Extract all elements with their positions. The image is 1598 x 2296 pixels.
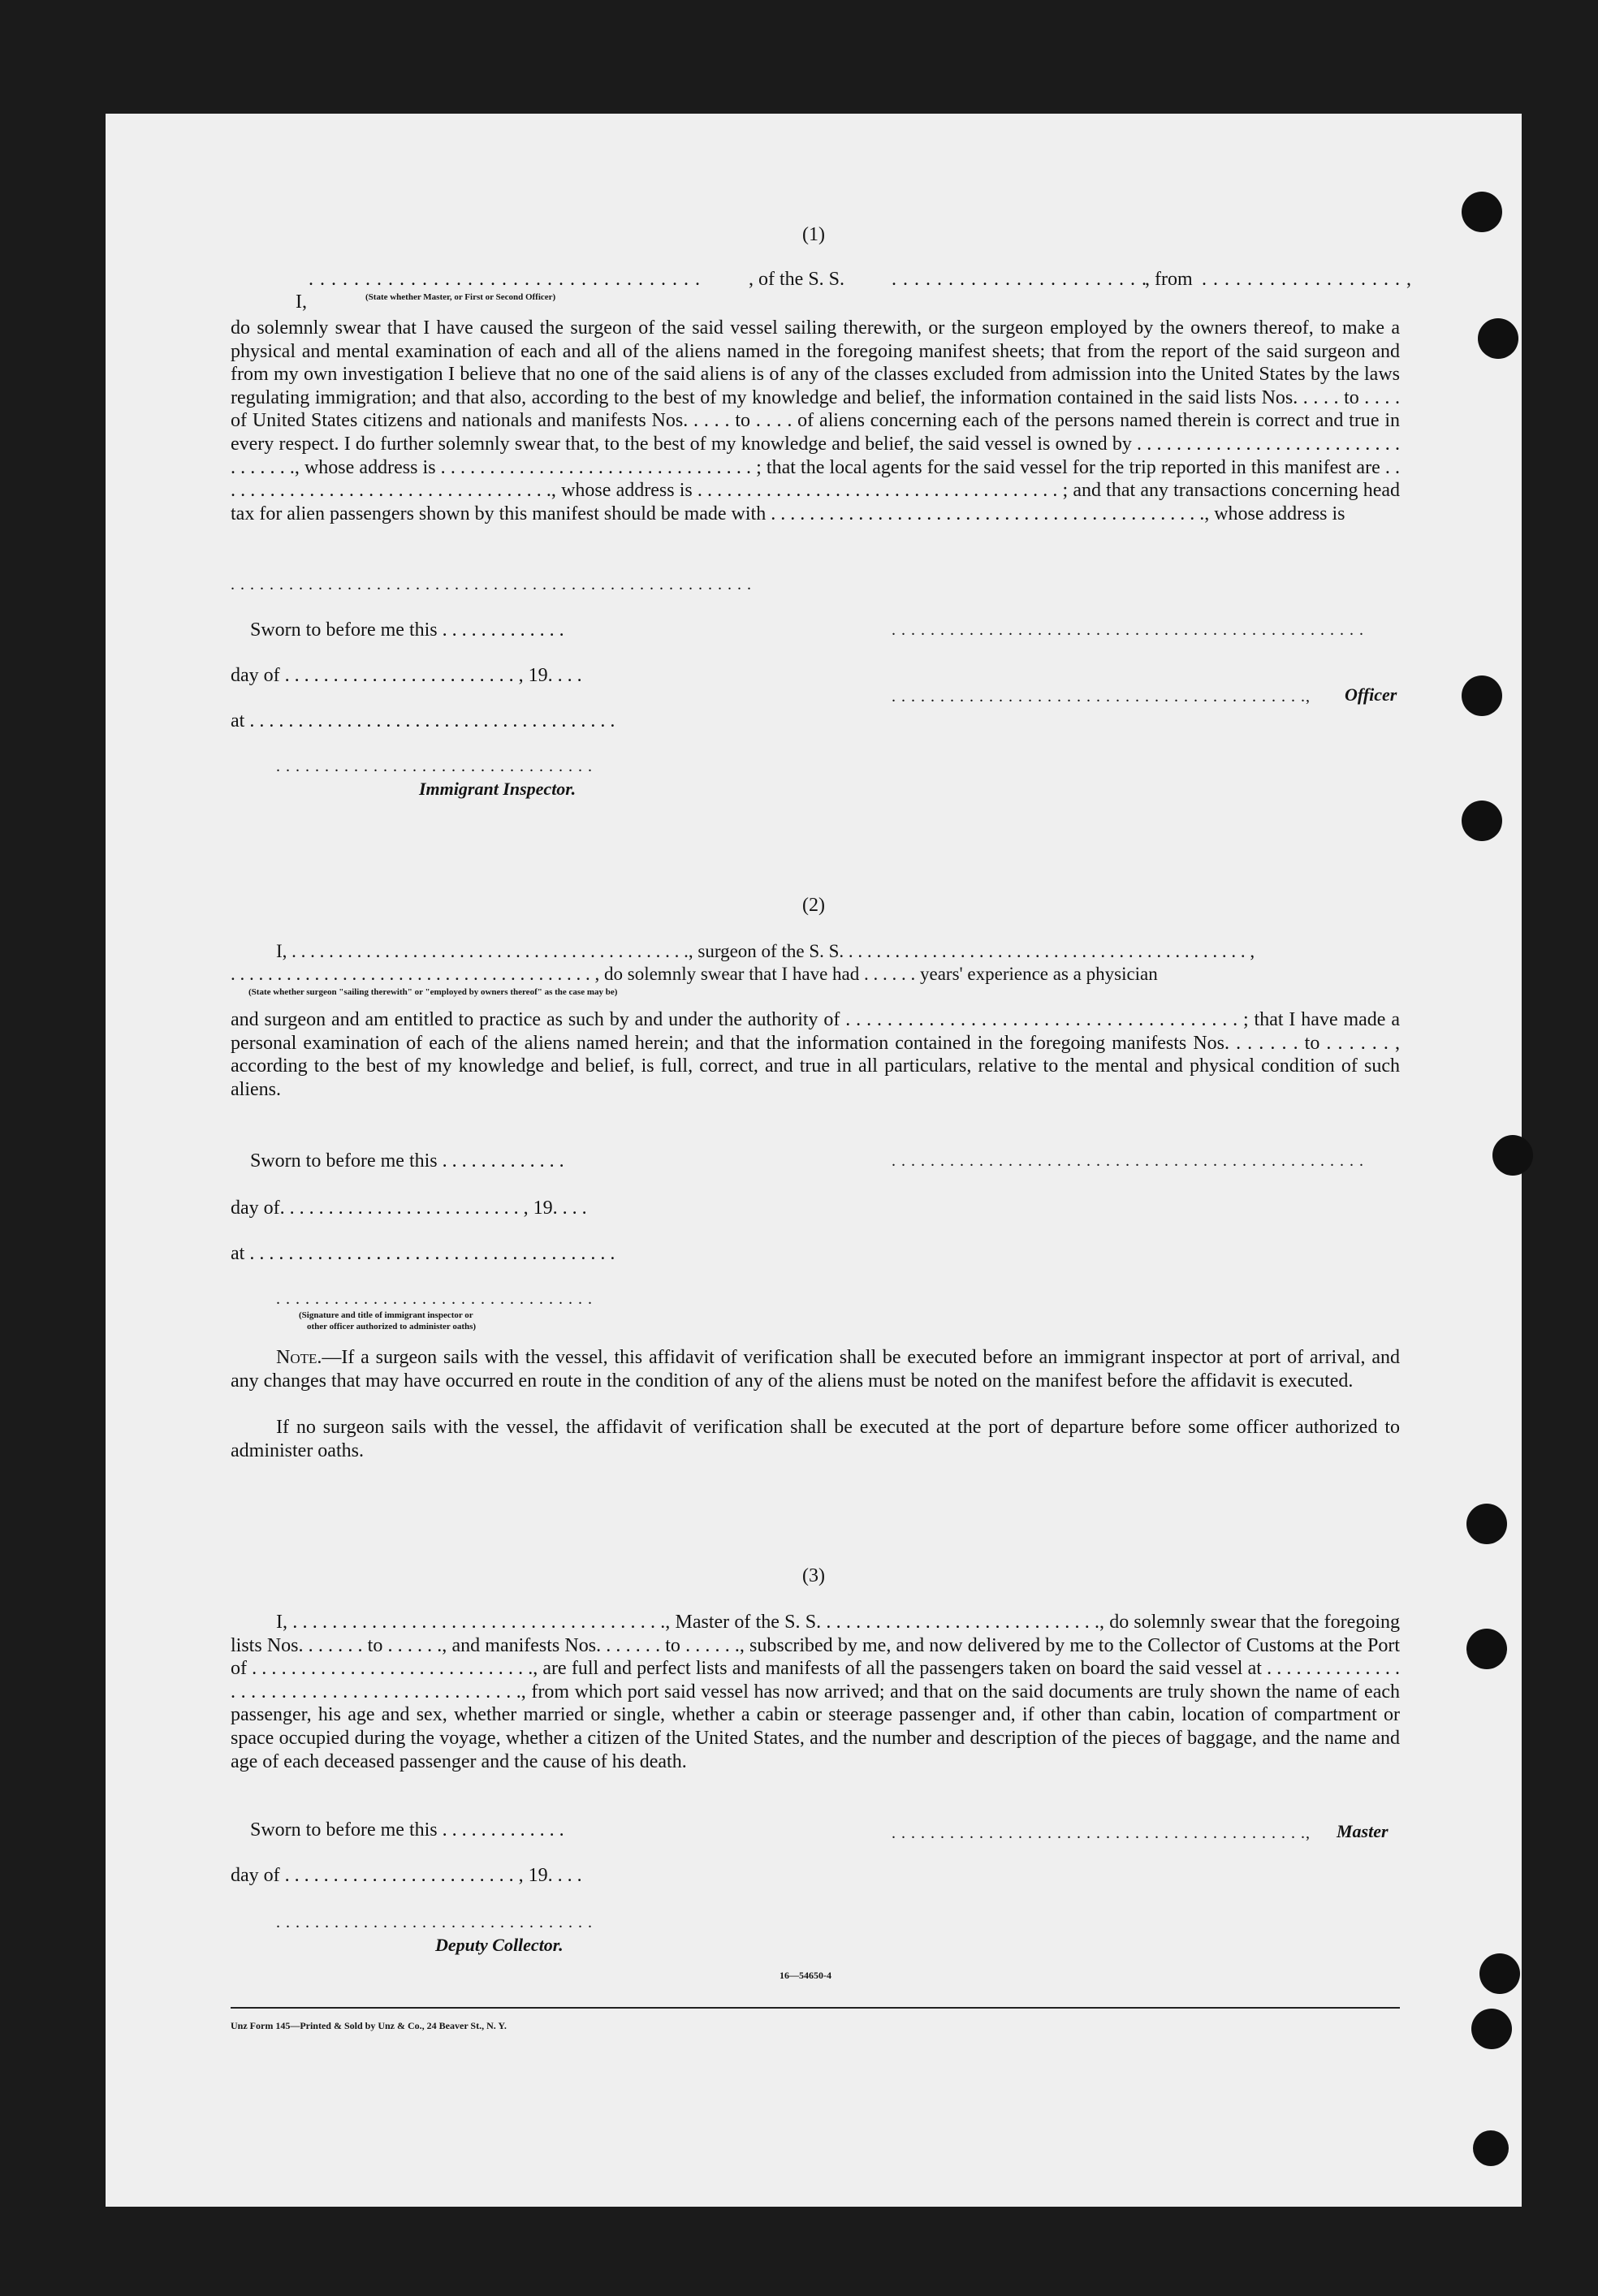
inspector-signature-field: . . . . . . . . . . . . . . . . . . . . . . . . . . . . . . . . . <box>276 757 593 775</box>
punch-hole <box>1462 801 1502 841</box>
collector-signature-field: . . . . . . . . . . . . . . . . . . . . . . . . . . . . . . . . . <box>276 1914 593 1931</box>
section-2-day: day of. . . . . . . . . . . . . . . . . . . . . . . . . , 19. . . . <box>231 1198 587 1219</box>
section-3-day: day of . . . . . . . . . . . . . . . . . . . . . . . . , 19. . . . <box>231 1865 582 1886</box>
section-3-sworn: Sworn to before me this . . . . . . . . . . . . . <box>250 1819 564 1841</box>
inspector-note-1: (Signature and title of immigrant inspector or <box>299 1310 473 1320</box>
section-3-body: I, . . . . . . . . . . . . . . . . . . . . . . . . . . . . . . . . . . . . . ., Master of the S. S. . . . . . . . . . . . . . . . . . . . . . . . . . . . ., do solemnly swear that the foregoing lists Nos. . . . . . . to . . . . . ., and manifests Nos. . . . . . . to . . . . . ., subscribed by me, and now delivered by me to the Collector of Customs at the Port of . . . . . . . . . . . . . . . . . . . . . . . . . . . . ., are full and perfect lists and manifests of all the passengers taken on board the said vessel at . . . . . . . . . . . . . . . . . . . . . . . . . . . . . . . . . . . . . . . . . . ., from which port said vessel has now arrived; and that on the said documents are truly shown the name of each passenger, his age and sex, whether married or single, whether a cabin or steerage passenger and, if other than cabin, location of compartment or space occupied during the voyage, whether a citizen of the United States, and the number and description of the pieces of baggage, and the name and age of each deceased passenger and the cause of his death. <box>231 1612 1400 1772</box>
section-2-number: (2) <box>802 895 825 916</box>
section-1-day: day of . . . . . . . . . . . . . . . . . . . . . . . . , 19. . . . <box>231 665 582 686</box>
master-label: Master <box>1337 1821 1389 1841</box>
section-1-signature-field: . . . . . . . . . . . . . . . . . . . . . . . . . . . . . . . . . . . . . . . . . . . . . . . . . <box>892 621 1364 639</box>
footer-rule <box>231 2007 1400 2009</box>
master-signature-field: . . . . . . . . . . . . . . . . . . . . . . . . . . . . . . . . . . . . . . . . . . ., <box>892 1824 1311 1842</box>
punch-hole <box>1492 1135 1533 1176</box>
section-2-body: and surgeon and am entitled to practice as such by and under the authority of . . . . . . . . . . . . . . . . . . . . . . . . . . . . . . . . . . . . . . ; that I have made a personal examination of each of the aliens named herein; and that the information contained in the foregoing manifests Nos. . . . . . . to . . . . . . , according to the best of my knowledge and belief, is full, correct, and true in all particulars, relative to the mental and physical condition of such aliens. <box>231 1009 1400 1100</box>
inspector-note-2: other officer authorized to administer oaths) <box>307 1322 477 1331</box>
no-surgeon-note: If no surgeon sails with the vessel, the affidavit of verification shall be executed at the port of departure before some officer authorized to administer oaths. <box>231 1417 1400 1461</box>
surgeon-type-note: (State whether surgeon "sailing therewith" or "employed by owners thereof" as the case may be) <box>248 987 618 997</box>
of-the-ss-label: , of the S. S. <box>749 269 845 290</box>
section-1-at: at . . . . . . . . . . . . . . . . . . . . . . . . . . . . . . . . . . . . . . <box>231 710 615 732</box>
section-1-body: do solemnly swear that I have caused the surgeon of the said vessel sailing therewith, or the surgeon employed by the owners thereof, to make a physical and mental examination of each and all of the aliens named in the foregoing manifest sheets; that from the report of the said surgeon and from my own investigation I believe that no one of the said aliens is of any of the classes excluded from admission into the United States by the laws regulating immigration; and that also, according to the best of my knowledge and belief, the information contained in the said lists Nos. . . . . to . . . . of United States citizens and nationals and manifests Nos. . . . . to . . . . of aliens concerning each of the persons named therein is correct and true in every respect. I do further solemnly swear that, to the best of my knowledge and belief, the said vessel is owned by . . . . . . . . . . . . . . . . . . . . . . . . . . . . . . . . . ., whose address is . . . . . . . . . . . . . . . . . . . . . . . . . . . . . . . . ; that the local agents for the said vessel for the trip reported in this manifest are . . . . . . . . . . . . . . . . . . . . . . . . . . . . . . . . . . ., whose address is . . . . . . . . . . . . . . . . . . . . . . . . . . . . . . . . . . . . . ; and that any transactions concerning head tax for alien passengers shown by this manifest should be made with . . . . . . . . . . . . . . . . . . . . . . . . . . . . . . . . . . . . . . . . . . . . ., whose address is <box>231 317 1400 524</box>
master-officer-field: . . . . . . . . . . . . . . . . . . . . . . . . . . . . . . . . . . . <box>309 269 701 290</box>
section-2-sworn: Sworn to before me this . . . . . . . . . . . . . <box>250 1150 564 1172</box>
document-page <box>106 114 1522 2207</box>
punch-hole <box>1479 1953 1520 1994</box>
section-3-number: (3) <box>802 1565 825 1586</box>
section-2-signature-field: . . . . . . . . . . . . . . . . . . . . . . . . . . . . . . . . . . . . . . . . . . . . . . . . . <box>892 1152 1364 1170</box>
surgeon-note <box>231 1346 1400 1392</box>
deputy-collector-label: Deputy Collector. <box>435 1935 564 1955</box>
punch-hole <box>1466 1504 1507 1544</box>
punch-hole <box>1462 192 1502 232</box>
form-number: 16—54650-4 <box>780 1970 831 1981</box>
punch-hole <box>1471 2009 1512 2049</box>
section-1-number: (1) <box>802 224 825 245</box>
from-port-field: . . . . . . . . . . . . . . . . . . , <box>1202 269 1412 290</box>
section-2-inspector-field: . . . . . . . . . . . . . . . . . . . . . . . . . . . . . . . . . <box>276 1290 593 1308</box>
master-officer-note: (State whether Master, or First or Second Officer) <box>365 292 556 302</box>
punch-hole <box>1478 318 1518 359</box>
officer-signature-field: . . . . . . . . . . . . . . . . . . . . . . . . . . . . . . . . . . . . . . . . . . ., <box>892 688 1311 706</box>
section-1-body-tail: . . . . . . . . . . . . . . . . . . . . . . . . . . . . . . . . . . . . . . . . . . . . . . . . . . . . . . <box>231 576 752 593</box>
officer-label: Officer <box>1345 684 1397 705</box>
from-label: , from <box>1145 269 1193 290</box>
section-2-at: at . . . . . . . . . . . . . . . . . . . . . . . . . . . . . . . . . . . . . . <box>231 1243 615 1264</box>
note-label: Note. <box>276 1347 322 1368</box>
punch-hole <box>1473 2130 1509 2166</box>
pronoun-i: I, <box>296 291 307 313</box>
immigrant-inspector-label: Immigrant Inspector. <box>419 779 577 799</box>
vessel-name-field: . . . . . . . . . . . . . . . . . . . . . . . <box>892 269 1147 290</box>
punch-hole <box>1462 675 1502 716</box>
punch-hole <box>1466 1629 1507 1669</box>
note-text-1: —If a surgeon sails with the vessel, this affidavit of verification shall be executed before an immigrant inspector at port of arrival, and any changes that may have occurred en route in the condition of any of the aliens must be noted on the manifest before the affidavit is executed. <box>231 1347 1400 1392</box>
section-2-line-2: . . . . . . . . . . . . . . . . . . . . . . . . . . . . . . . . . . . . . . . , do solemnly swear that I have had . . . . . . years' experience as a physician <box>231 964 1158 984</box>
section-2-line-1: I, . . . . . . . . . . . . . . . . . . . . . . . . . . . . . . . . . . . . . . . . . . ., surgeon of the S. S. . . . . . . . . . . . . . . . . . . . . . . . . . . . . . . . . . . . . . . . . . . . , <box>276 941 1255 961</box>
footer-imprint: Unz Form 145—Printed & Sold by Unz & Co., 24 Beaver St., N. Y. <box>231 2020 507 2031</box>
section-1-sworn: Sworn to before me this . . . . . . . . . . . . . <box>250 619 564 641</box>
